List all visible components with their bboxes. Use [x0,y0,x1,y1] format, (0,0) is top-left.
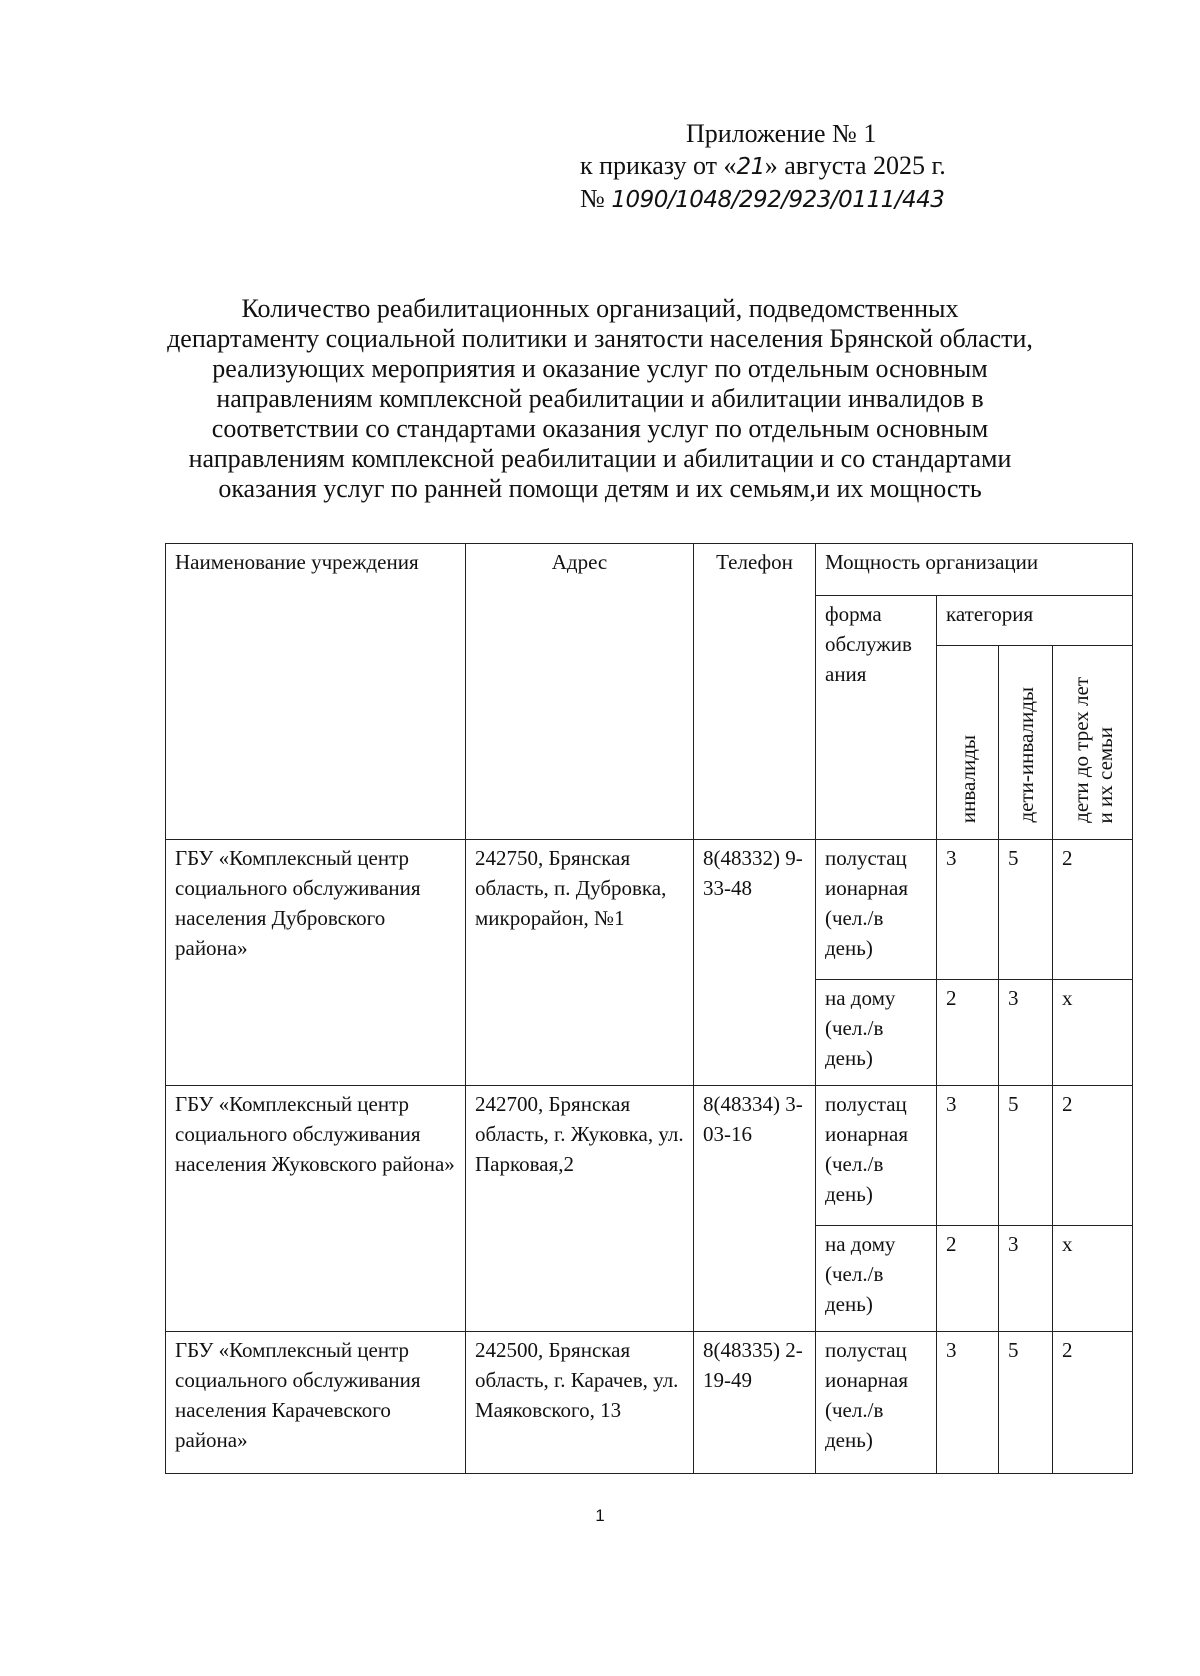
cell-form: полустац ионарная (чел./в день) [816,1086,937,1226]
table-row [166,1086,1133,1226]
table-row [166,1332,1133,1474]
organizations-table [165,543,1133,1474]
title-line: реализующих мероприятия и оказание услуг по отдельным основным [212,354,988,383]
cell-phone: 8(48335) 2-19-49 [694,1332,816,1474]
order-number-handwritten: 1090/1048/292/923/0111/443 [611,187,945,213]
order-number-line: № 1090/1048/292/923/0111/443 [580,184,945,213]
cell-under-three: х [1053,980,1133,1086]
cell-disabled-children: 3 [999,980,1053,1086]
cell-disabled: 2 [937,1226,999,1332]
cell-form: на дому (чел./в день) [816,1226,937,1332]
cell-under-three: х [1053,1226,1133,1332]
page-number: 1 [595,1506,605,1525]
cell-address: 242750, Брянская область, п. Дубровка, микрорайон, №1 [466,840,694,1086]
order-day-handwritten: 21 [736,154,765,180]
header-cat-disabled-children: дети-инвалиды [999,646,1053,840]
header-phone: Телефон [694,544,816,840]
order-date-line: к приказу от «21» августа 2025 г. [580,151,946,180]
cell-disabled: 3 [937,1086,999,1226]
cell-address: 242700, Брянская область, г. Жуковка, ул. Парковая,2 [466,1086,694,1332]
header-row [166,544,1133,596]
document-title [150,294,1050,504]
cell-disabled: 3 [937,840,999,980]
header-cat-disabled: инвалиды [937,646,999,840]
title-line: направлениям комплексной реабилитации и абилитации инвалидов в [216,384,984,413]
header-category: категория [937,596,1133,646]
cell-disabled: 2 [937,980,999,1086]
cell-disabled-children: 3 [999,1226,1053,1332]
header-name: Наименование учреждения [166,544,466,840]
title-line: соответствии со стандартами оказания услуг по отдельным основным [211,414,989,443]
appendix-title: Приложение № 1 [686,119,877,148]
title-line: оказания услуг по ранней помощи детям и их семьям,и их мощность [218,474,982,503]
cell-address: 242500, Брянская область, г. Карачев, ул. Маяковского, 13 [466,1332,694,1474]
header-cat-under-three: дети до трех лети их семьи [1053,646,1133,840]
header-capacity: Мощность организации [816,544,1133,596]
table-row [166,840,1133,980]
cell-disabled-children: 5 [999,1332,1053,1474]
cell-form: на дому (чел./в день) [816,980,937,1086]
cell-form: полустац ионарная (чел./в день) [816,1332,937,1474]
header-address: Адрес [466,544,694,840]
cell-disabled: 3 [937,1332,999,1474]
title-line: департаменту социальной политики и занятости населения Брянской области, [167,324,1033,353]
cell-disabled-children: 5 [999,1086,1053,1226]
title-line: Количество реабилитационных организаций, подведомственных [241,294,959,323]
cell-under-three: 2 [1053,840,1133,980]
cell-phone: 8(48332) 9-33-48 [694,840,816,1086]
cell-under-three: 2 [1053,1332,1133,1474]
cell-name: ГБУ «Комплексный центр социального обслуживания населения Карачевского района» [166,1332,466,1474]
cell-form: полустац ионарная (чел./в день) [816,840,937,980]
cell-under-three: 2 [1053,1086,1133,1226]
cell-name: ГБУ «Комплексный центр социального обслуживания населения Жуковского района» [166,1086,466,1332]
cell-disabled-children: 5 [999,840,1053,980]
appendix-header [580,118,1040,216]
title-line: направлениям комплексной реабилитации и абилитации и со стандартами [188,444,1012,473]
cell-phone: 8(48334) 3-03-16 [694,1086,816,1332]
header-form: форма обслужив ания [816,596,937,840]
cell-name: ГБУ «Комплексный центр социального обслуживания населения Дубровского района» [166,840,466,1086]
